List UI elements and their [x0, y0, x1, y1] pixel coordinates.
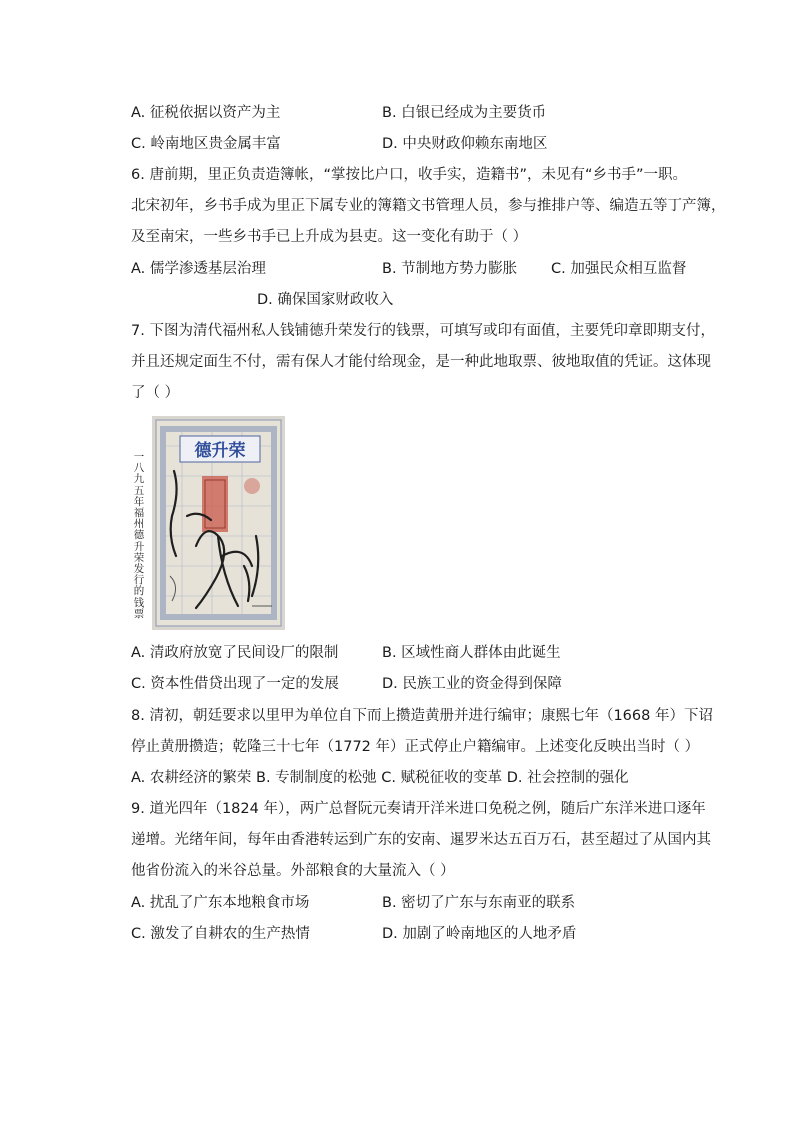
q9-stem-line-1: 9. 道光四年（1824 年），两广总督阮元奏请开洋米进口免税之例，随后广东洋米进口逐年 — [131, 801, 706, 817]
q7-option-c: C. 资本性借贷出现了一定的发展 — [131, 676, 339, 692]
q6-stem-line-2: 北宋初年，乡书手成为里正下属专业的簿籍文书管理人员，参与推排户等、编造五等丁产簿， — [131, 198, 726, 214]
q9-stem-line-2: 递增。光绪年间，每年由香港转运到广东的安南、暹罗米达五百万石，甚至超过了从国内其 — [131, 832, 711, 848]
q9-stem-line-3: 他省份流入的米谷总量。外部粮食的大量流入（ ） — [131, 863, 455, 879]
q8-options: A. 农耕经济的繁荣 B. 专制制度的松弛 C. 赋税征收的变革 D. 社会控制的强化 — [131, 770, 629, 786]
figure-caption: 一八九五年福州德升荣发行的钱票 — [133, 451, 145, 620]
q7-option-d: D. 民族工业的资金得到保障 — [382, 676, 562, 692]
q8-stem-line-1: 8. 清初，朝廷要求以里甲为单位自下而上攒造黄册并进行编审；康熙七年（1668 年）下诏 — [131, 708, 713, 724]
q7-stem-line-3: 了（ ） — [131, 385, 180, 401]
q7-stem-line-2: 并且还规定面生不付，需有保人才能付给现金，是一种此地取票、彼地取值的凭证。这体现 — [131, 354, 711, 370]
q6-option-b: B. 节制地方势力膨胀 — [382, 261, 518, 277]
q7-stem-line-1: 7. 下图为清代福州私人钱铺德升荣发行的钱票，可填写或印有面值，主要凭印章即期支付， — [131, 323, 715, 339]
q6-option-d: D. 确保国家财政收入 — [257, 292, 394, 308]
q7-option-b: B. 区域性商人群体由此诞生 — [382, 645, 561, 661]
q9-option-b: B. 密切了广东与东南亚的联系 — [382, 895, 576, 911]
q8-stem-line-2: 停止黄册攒造；乾隆三十七年（1772 年）正式停止户籍编审。上述变化反映出当时（ ） — [131, 739, 700, 755]
q5-option-b: B. 白银已经成为主要货币 — [382, 105, 547, 121]
q6-stem-line-3: 及至南宋，一些乡书手已上升成为县吏。这一变化有助于（ ） — [131, 229, 528, 245]
q5-option-c: C. 岭南地区贵金属丰富 — [131, 136, 281, 152]
q6-stem-line-1: 6. 唐前期，里正负责造簿帐，“掌按比户口，收手实，造籍书”，未见有“乡书手”一职。 — [131, 167, 687, 183]
q5-option-a: A. 征税依据以资产为主 — [131, 105, 281, 121]
banknote-image — [152, 416, 285, 630]
banknote-title: 德升荣 — [194, 441, 246, 461]
q9-option-d: D. 加剧了岭南地区的人地矛盾 — [382, 926, 577, 942]
q6-option-a: A. 儒学渗透基层治理 — [131, 261, 266, 277]
q9-option-a: A. 扰乱了广东本地粮食市场 — [131, 895, 310, 911]
q9-option-c: C. 激发了自耕农的生产热情 — [131, 926, 310, 942]
q7-option-a: A. 清政府放宽了民间设厂的限制 — [131, 645, 339, 661]
q6-option-c: C. 加强民众相互监督 — [551, 261, 687, 277]
q5-option-d: D. 中央财政仰赖东南地区 — [382, 136, 548, 152]
